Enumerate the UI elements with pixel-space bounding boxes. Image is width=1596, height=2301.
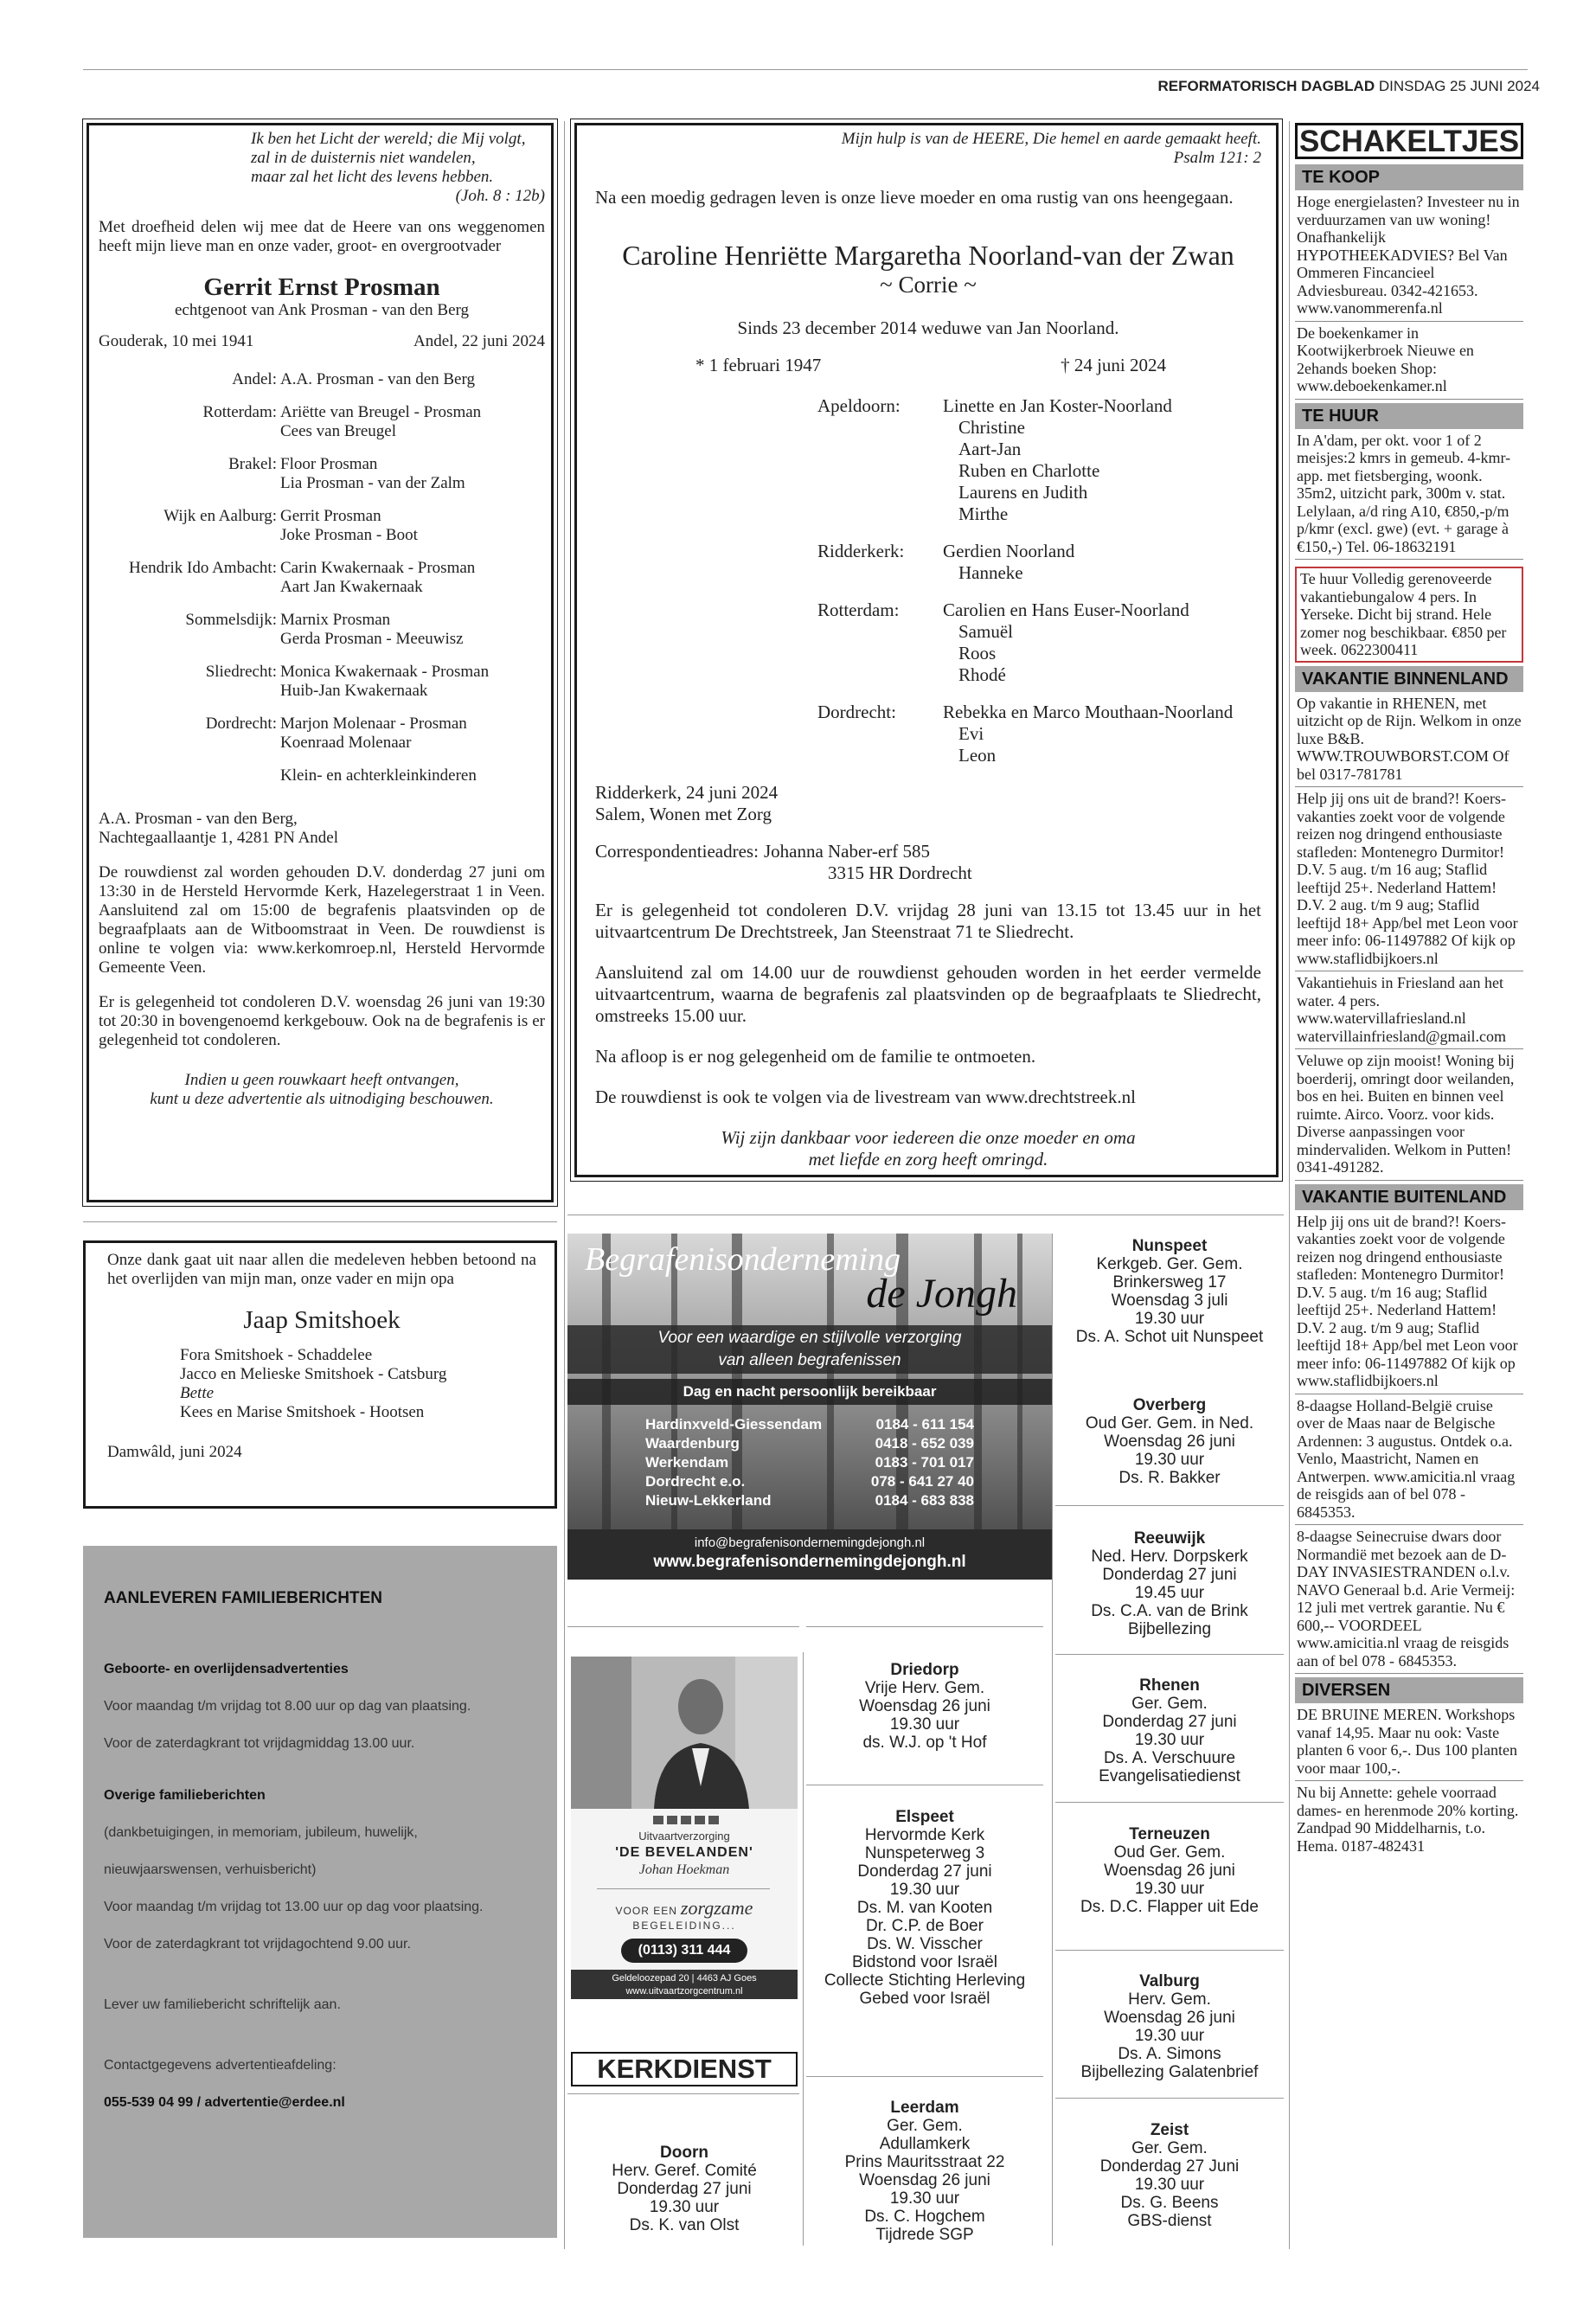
church-line: Nunspeterweg 3 <box>864 1844 985 1862</box>
section-title-kerkdienst: KERKDIENST <box>571 2052 798 2086</box>
church-line: ds. W.J. op 't Hof <box>862 1734 987 1752</box>
rel-name: Ruben en Charlotte <box>958 460 1100 481</box>
church-terneuzen <box>1055 1825 1284 1916</box>
classified-ad: 8-daagse Holland-België cruise over de Maas naar de Belgische Ardennen: 3 augustus. Ontdek o.a. Venlo, Maastricht, Namen en Antwerpen. www.amicitia.nl vraag de reisgids aan of bel 078 - 6845353. <box>1295 1394 1523 1526</box>
church-line: Ger. Gem. <box>887 2117 963 2135</box>
church-line: Woensdag 26 juni <box>859 1697 990 1715</box>
church-line: Bijbellezing Galatenbrief <box>1080 2063 1259 2081</box>
church-title: Doorn <box>660 2144 708 2162</box>
relatives-list <box>99 370 545 785</box>
contact-line: 055-539 04 99 / advertentie@erdee.nl <box>104 2095 345 2110</box>
church-line: Ger. Gem. <box>1131 1695 1208 1713</box>
box-line: nieuwjaarswensen, verhuisbericht) <box>104 1862 317 1877</box>
location: Salem, Wonen met Zorg <box>595 804 772 824</box>
church-line: Hervormde Kerk <box>864 1826 985 1844</box>
ad-de-jongh <box>567 1234 1052 1580</box>
verse-line: zal in de duisternis niet wandelen, <box>251 149 476 167</box>
church-line: Donderdag 27 juni <box>1102 1713 1237 1731</box>
church-line: 19.30 uur <box>889 1881 960 1899</box>
corr-line: 3315 HR Dordrecht <box>827 862 972 883</box>
church-line: Ds. C. Hogchem <box>864 2208 985 2226</box>
rel-name: Rhodé <box>958 664 1006 685</box>
rel-name: Monica Kwakernaak - Prosman <box>280 663 490 681</box>
spouse-line: echtgenoot van Ank Prosman - van den Berg <box>175 301 469 319</box>
rel-name: Samuël <box>958 621 1013 642</box>
church-line: Ger. Gem. <box>1131 2139 1208 2157</box>
ad-line: Johan Hoekman <box>638 1862 730 1877</box>
portrait-photo <box>571 1657 798 1809</box>
ad-line: zorgzame <box>680 1897 753 1919</box>
church-line: Donderdag 27 juni <box>617 2180 752 2198</box>
birth-line: Gouderak, 10 mei 1941 <box>99 332 254 350</box>
ad-line: 'DE BEVELANDEN' <box>615 1845 753 1860</box>
closing-line: kunt u deze advertentie als uitnodiging beschouwen. <box>150 1090 494 1108</box>
rel-name: Ariëtte van Breugel - Prosman <box>280 403 482 421</box>
church-line: 19.30 uur <box>649 2198 720 2216</box>
rel-name: Joke Prosman - Boot <box>280 526 418 544</box>
condolence-text: Er is gelegenheid tot condoleren D.V. woensdag 26 juni van 19:30 tot 20:30 in bovengenoemd kerkgebouw. Ook na de begrafenis is er gelegenheid tot condoleren. <box>99 993 545 1049</box>
church-driedorp <box>806 1661 1043 1752</box>
church-line: Herv. Gem. <box>1128 1990 1211 2009</box>
phone-number[interactable]: 0183 - 701 017 <box>875 1454 974 1471</box>
place-date: Ridderkerk, 24 juni 2024 <box>595 782 779 803</box>
closing-line: Indien u geen rouwkaart heeft ontvangen, <box>184 1071 459 1089</box>
prosman-content <box>99 130 545 1109</box>
family-line: Bette <box>180 1384 215 1402</box>
ad-line: BEGELEIDING... <box>632 1920 736 1932</box>
corr-line: Johanna Naber-erf 585 <box>763 841 930 862</box>
page-header <box>856 78 1540 95</box>
church-line: Ds. G. Beens <box>1120 2194 1219 2212</box>
verse-ref: Psalm 121: 2 <box>1173 149 1261 167</box>
verse-ref: (Joh. 8 : 12b) <box>455 187 545 205</box>
rel-place: Andel: <box>232 370 277 388</box>
church-title: Elspeet <box>895 1808 954 1826</box>
ad-website[interactable]: www.uitvaartzorgcentrum.nl <box>625 1986 743 1997</box>
ad-title: de Jongh <box>866 1271 1017 1317</box>
church-line: Herv. Geref. Comité <box>612 2162 757 2180</box>
rel-name: Floor Prosman <box>280 455 378 473</box>
rel-place: Rotterdam: <box>202 403 277 421</box>
rel-place: Rotterdam: <box>817 599 900 620</box>
paper-name: REFORMATORISCH DAGBLAD <box>1157 78 1375 94</box>
nickname: ~ Corrie ~ <box>880 272 977 298</box>
church-line: Ned. Herv. Dorpskerk <box>1091 1548 1248 1566</box>
church-line: 19.30 uur <box>889 2189 960 2208</box>
logo-mark <box>653 1816 719 1824</box>
rel-place <box>99 766 280 785</box>
church-line: Collecte Stichting Herleving <box>824 1971 1026 1990</box>
ad-line: VOOR EEN <box>615 1905 677 1917</box>
rel-name: Aart-Jan <box>958 439 1022 459</box>
church-title: Driedorp <box>890 1661 959 1679</box>
church-title: Overberg <box>1132 1396 1207 1414</box>
rel-name: Lia Prosman - van der Zalm <box>280 474 465 492</box>
submission-info-box <box>83 1546 557 2238</box>
church-line: Woensdag 26 juni <box>859 2171 990 2189</box>
classified-ad: Help jij ons uit de brand?! Koers-vakanties zoekt voor de volgende reizen nog dringend enthousiaste stafleden: Montenegro Durmitor! D.V. 5 aug. t/m 16 aug; Staflid leeftijd 25+. Nederland Hattem! D.V. 2 aug. t/m 9 aug; Staflid leeftijd 18+ App/bel met Leon voor meer info: 06-11497882 Of kijk op www.staflidbijkoers.nl <box>1295 787 1523 971</box>
church-line: 19.45 uur <box>1134 1584 1205 1602</box>
category-diversen: DIVERSEN <box>1295 1677 1523 1703</box>
rel-place: Ridderkerk: <box>817 541 905 561</box>
livestream-text: De rouwdienst is ook te volgen via de livestream van www.drechtstreek.nl <box>595 1086 1136 1107</box>
church-line: Ds. W. Visscher <box>867 1935 983 1953</box>
rel-name: Koenraad Molenaar <box>280 734 412 752</box>
rel-name: Hanneke <box>958 562 1023 583</box>
deceased-name: Jaap Smitshoek <box>243 1306 401 1334</box>
church-line: Kerkgeb. Ger. Gem. <box>1096 1255 1243 1273</box>
phone-number[interactable]: 0418 - 652 039 <box>875 1435 974 1452</box>
category-te-huur: TE HUUR <box>1295 403 1523 429</box>
family-line: Fora Smitshoek - Schaddelee <box>180 1346 373 1364</box>
deceased-name: Gerrit Ernst Prosman <box>203 273 440 301</box>
rel-name: A.A. Prosman - van den Berg <box>280 370 475 388</box>
rel-name: Aart Jan Kwakernaak <box>280 578 423 596</box>
ad-website[interactable]: www.begrafenisondernemingdejongh.nl <box>653 1553 966 1571</box>
box-line: Voor maandag t/m vrijdag tot 8.00 uur op dag van plaatsing. <box>104 1699 471 1714</box>
church-title: Zeist <box>1150 2121 1189 2139</box>
church-nunspeet <box>1055 1237 1284 1346</box>
church-line: Oud Ger. Gem. in Ned. <box>1085 1414 1254 1433</box>
church-line: Woensdag 3 juli <box>1111 1292 1228 1310</box>
church-line: Adullamkerk <box>879 2135 971 2153</box>
phone-place: Waardenburg <box>645 1435 740 1452</box>
box-line: Voor de zaterdagkrant tot vrijdagochtend 9.00 uur. <box>104 1937 411 1952</box>
phone-number[interactable]: 0184 - 611 154 <box>875 1416 974 1433</box>
church-line: 19.30 uur <box>1134 1451 1205 1469</box>
verse-line: Mijn hulp is van de HEERE, Die hemel en aarde gemaakt heeft. <box>841 130 1261 148</box>
church-title: Leerdam <box>890 2099 959 2117</box>
classified-ad: Help jij ons uit de brand?! Koers-vakanties zoekt voor de volgende reizen nog dringend enthousiaste stafleden: Montenegro Durmitor! D.V. 5 aug. t/m 16 aug; Staflid leeftijd 25+. Nederland Hattem! D.V. 2 aug. t/m 9 aug; Staflid leeftijd 18+ App/bel met Leon voor meer info: 06-11497882 Of kijk op www.staflidbijkoers.nl <box>1295 1210 1523 1394</box>
rel-name: Carin Kwakernaak - Prosman <box>280 559 476 577</box>
section-title-schakeltjes: SCHAKELTJES <box>1295 123 1523 159</box>
classified-ad: De boekenkamer in Kootwijkerbroek Nieuwe en 2ehands boeken Shop: www.deboekenkamer.nl <box>1295 322 1523 400</box>
box-title: AANLEVEREN FAMILIEBERICHTEN <box>104 1589 382 1607</box>
classifieds-column <box>1295 123 1523 1858</box>
address-line: Nachtegaallaantje 1, 4281 PN Andel <box>99 829 339 847</box>
closing-line: met liefde en zorg heeft omringd. <box>808 1149 1048 1170</box>
classified-ad: Op vakantie in RHENEN, met uitzicht op de Rijn. Welkom in onze luxe B&B. WWW.TROUWBORST.COM Of bel 0317-781781 <box>1295 692 1523 788</box>
category-vakantie-buitenland: VAKANTIE BUITENLAND <box>1295 1184 1523 1210</box>
church-line: Ds. A. Schot uit Nunspeet <box>1075 1328 1264 1346</box>
church-line: Bijbellezing <box>1127 1620 1212 1638</box>
phone-place: Werkendam <box>645 1454 729 1471</box>
birth-line: * 1 februari 1947 <box>695 355 822 375</box>
church-line: Woensdag 26 juni <box>1104 2009 1235 2027</box>
church-line: Tijdrede SGP <box>875 2226 974 2244</box>
church-line: 19.30 uur <box>1134 2027 1205 2045</box>
category-te-koop: TE KOOP <box>1295 164 1523 190</box>
verse-line: Ik ben het Licht der wereld; die Mij volgt, <box>251 130 526 148</box>
church-line: 19.30 uur <box>1134 1880 1205 1898</box>
church-doorn <box>571 2144 798 2234</box>
rel-name: Christine <box>958 417 1025 438</box>
family-line: Kees en Marise Smitshoek - Hootsen <box>180 1403 425 1421</box>
church-line: Vrije Herv. Gem. <box>864 1679 985 1697</box>
phone-list <box>645 1415 974 1510</box>
phone-place: Hardinxveld-Giessendam <box>645 1416 823 1433</box>
classified-ad: DE BRUINE MEREN. Workshops vanaf 14,95. Maar nu ook: Vaste planten 6 voor 6,-. Dus 100 planten voor maar 100,-. <box>1295 1703 1523 1781</box>
rel-place: Sommelsdijk: <box>185 611 277 629</box>
rel-place: Apeldoorn: <box>817 395 901 416</box>
church-title: Nunspeet <box>1131 1237 1208 1255</box>
church-line: Gebed voor Israël <box>859 1990 990 2008</box>
box-line: Voor maandag t/m vrijdag tot 13.00 uur op dag voor plaatsing. <box>104 1900 484 1914</box>
box-line: Voor de zaterdagkrant tot vrijdagmiddag 13.00 uur. <box>104 1736 415 1751</box>
family-line: Jacco en Melieske Smitshoek - Catsburg <box>180 1365 447 1383</box>
box-line: Lever uw familiebericht schriftelijk aan. <box>104 1997 341 2012</box>
phone-place: Nieuw-Lekkerland <box>645 1492 772 1509</box>
classified-ad: Nu bij Annette: gehele voorraad dames- en herenmode 20% korting. Zandpad 90 Middelharnis, t.o. Hema. 0187-482431 <box>1297 1784 1519 1855</box>
corr-label: Correspondentieadres: <box>595 841 759 862</box>
box-line: (dankbetuigingen, in memoriam, jubileum, huwelijk, <box>104 1825 418 1840</box>
church-overberg <box>1055 1396 1284 1487</box>
ad-title: Begrafenisonderneming <box>585 1241 901 1278</box>
rel-name: Huib-Jan Kwakernaak <box>280 682 428 700</box>
rel-name: Gerda Prosman - Meeuwisz <box>280 630 464 648</box>
rel-place: Wijk en Aalburg: <box>163 507 277 525</box>
church-line: Woensdag 26 juni <box>1104 1433 1235 1451</box>
ad-phone[interactable]: (0113) 311 444 <box>621 1939 747 1963</box>
church-elspeet <box>806 1808 1043 2008</box>
rel-place: Dordrecht: <box>817 702 896 722</box>
box-subtitle: Overige familieberichten <box>104 1788 266 1803</box>
death-line: † 24 juni 2024 <box>1061 355 1166 375</box>
rel-name: Roos <box>958 643 997 663</box>
church-line: Ds. D.C. Flapper uit Ede <box>1080 1898 1259 1916</box>
phone-place: Dordrecht e.o. <box>645 1473 746 1490</box>
church-line: Oud Ger. Gem. <box>1113 1843 1226 1862</box>
ad-address: Geldeloozepad 20 | 4463 AJ Goes <box>612 1973 757 1984</box>
church-title: Valburg <box>1139 1972 1200 1990</box>
rel-name: Carolien en Hans Euser-Noorland <box>943 599 1189 620</box>
church-line: Donderdag 27 Juni <box>1099 2157 1240 2176</box>
classified-ad: Vakantiehuis in Friesland aan het water. 4 pers. www.watervillafriesland.nl watervillainfriesland@gmail.com <box>1295 971 1523 1049</box>
classified-ad: 8-daagse Seinecruise dwars door Normandië met bezoek aan de D-DAY INVASIESTRANDEN o.l.v. NAVO Generaal b.d. Arie Vermeij: 12 juli met vertrek garantie. Nu € 600,-- VOORDEEL www.amicitia.nl vraag de reisgids aan of bel 078 - 6845353. <box>1295 1525 1523 1674</box>
church-line: Ds. A. Simons <box>1118 2045 1221 2063</box>
church-line: Prins Mauritsstraat 22 <box>844 2153 1005 2171</box>
ad-slogan: van alleen begrafenissen <box>718 1351 901 1369</box>
prosman-intro: Met droefheid delen wij mee dat de Heere van ons weggenomen heeft mijn lieve man en onze vader, groot- en overgrootvader <box>99 218 545 255</box>
rel-place: Hendrik Ido Ambacht: <box>129 559 277 577</box>
box-line: Contactgegevens advertentieafdeling: <box>104 2058 337 2073</box>
place-date: Damwâld, juni 2024 <box>107 1443 242 1461</box>
noorland-content <box>595 130 1261 1170</box>
thanks-intro: Onze dank gaat uit naar allen die medeleven hebben betoond na het overlijden van mijn man, onze vader en mijn opa <box>107 1251 536 1288</box>
church-line: Donderdag 27 juni <box>1102 1566 1237 1584</box>
family-text: Na afloop is er nog gelegenheid om de familie te ontmoeten. <box>595 1046 1036 1067</box>
church-line: 19.30 uur <box>1134 2176 1205 2194</box>
classified-ad: Hoge energielasten? Investeer nu in verduurzamen van uw woning! Onafhankelijk HYPOTHEEKADVIES? Bel Van Ommeren Fincancieel Adviesbureau. 0342-421653. www.vanommerenfa.nl <box>1295 190 1523 322</box>
service-text: Aansluitend zal om 14.00 uur de rouwdienst gehouden worden in het eerder vermelde uitvaartcentrum, waarna de begrafenis zal plaatsvinden op de begraafplaats te Sliedrecht, omstreeks 15.00 uur. <box>595 962 1261 1026</box>
rel-name: Laurens en Judith <box>958 482 1088 503</box>
widow-line: Sinds 23 december 2014 weduwe van Jan Noorland. <box>737 317 1119 338</box>
rel-place: Brakel: <box>228 455 277 473</box>
issue-date: DINSDAG 25 JUNI 2024 <box>1378 78 1540 94</box>
church-reeuwijk <box>1055 1529 1284 1638</box>
church-title: Terneuzen <box>1129 1825 1210 1843</box>
church-title: Rhenen <box>1139 1676 1200 1695</box>
rel-name: Klein- en achterkleinkinderen <box>280 766 477 785</box>
rel-name: Marjon Molenaar - Prosman <box>280 715 467 733</box>
church-zeist <box>1055 2121 1284 2230</box>
address-line: A.A. Prosman - van den Berg, <box>99 810 298 828</box>
rel-name: Marnix Prosman <box>280 611 391 629</box>
rel-name: Linette en Jan Koster-Noorland <box>943 395 1172 416</box>
deceased-name: Caroline Henriëtte Margaretha Noorland-van der Zwan <box>622 240 1234 271</box>
box-subtitle: Geboorte- en overlijdensadvertenties <box>104 1662 349 1676</box>
classified-ad: In A'dam, per okt. voor 1 of 2 meisjes:2 kmrs in gemeub. 4-kmr-app. met fietsberging, woonk. 35m2, uitzicht park, 300m v. stat. Lelylaan, a/d ring A10, €850,-p/m p/kmr (excl. gwe) (evt. + garage à €150,-) Tel. 06-18632191 <box>1295 429 1523 561</box>
church-line: Ds. A. Verschuure <box>1103 1749 1236 1767</box>
church-line: Ds. C.A. van de Brink <box>1091 1602 1248 1620</box>
rel-name: Leon <box>958 745 997 766</box>
rel-name: Evi <box>958 723 984 744</box>
classified-ad-highlighted: Te huur Volledig gerenoveerde vakantiebungalow 4 pers. In Yerseke. Dicht bij strand. Hele zomer nog beschikbaar. €850 per week. 0622300411 <box>1295 567 1523 663</box>
church-line: Brinkersweg 17 <box>1112 1273 1227 1292</box>
category-vakantie-binnenland: VAKANTIE BINNENLAND <box>1295 666 1523 692</box>
rel-name: Rebekka en Marco Mouthaan-Noorland <box>943 702 1234 722</box>
church-line: Ds. R. Bakker <box>1118 1469 1221 1487</box>
church-rhenen <box>1055 1676 1284 1785</box>
rel-name: Gerdien Noorland <box>943 541 1075 561</box>
church-line: Donderdag 27 juni <box>857 1862 992 1881</box>
phone-number[interactable]: 0184 - 683 838 <box>875 1492 974 1509</box>
church-line: Evangelisatiedienst <box>1099 1767 1240 1785</box>
church-line: GBS-dienst <box>1127 2212 1212 2230</box>
church-line: Woensdag 26 juni <box>1104 1862 1235 1880</box>
relatives-list <box>595 395 1261 766</box>
rel-place: Dordrecht: <box>205 715 277 733</box>
verse-line: maar zal het licht des levens hebben. <box>251 168 494 186</box>
condolence-text: Er is gelegenheid tot condoleren D.V. vrijdag 28 juni van 13.15 tot 13.45 uur in het uitvaartcentrum De Drechtstreek, Jan Steenstraat 71 te Sliedrecht. <box>595 900 1261 942</box>
church-line: Dr. C.P. de Boer <box>866 1917 984 1935</box>
church-title: Reeuwijk <box>1133 1529 1206 1548</box>
rel-name: Cees van Breugel <box>280 422 397 440</box>
phone-number[interactable]: 078 - 641 27 40 <box>870 1473 974 1490</box>
rel-name: Mirthe <box>958 503 1009 524</box>
noorland-intro: Na een moedig gedragen leven is onze lieve moeder en oma rustig van ons heengegaan. <box>595 187 1234 208</box>
death-line: Andel, 22 juni 2024 <box>413 332 545 350</box>
church-line: Ds. M. van Kooten <box>856 1899 993 1917</box>
classified-ad: Veluwe op zijn mooist! Woning bij boerderij, omringt door weilanden, bos en hei. Buiten en binnen veel ruimte. Airco. Voorz. voor kids. Diverse aanpassingen voor mindervaliden. Welkom in Putten! 0341-491282. <box>1295 1049 1523 1181</box>
church-line: Bidstond voor Israël <box>852 1953 997 1971</box>
ad-email[interactable]: info@begrafenisondernemingdejongh.nl <box>694 1535 926 1550</box>
church-line: 19.30 uur <box>1134 1731 1205 1749</box>
church-line: 19.30 uur <box>889 1715 960 1734</box>
rel-place: Sliedrecht: <box>205 663 277 681</box>
ad-line: Uitvaartverzorging <box>638 1830 730 1843</box>
ad-availability: Dag en nacht persoonlijk bereikbaar <box>567 1379 1052 1405</box>
church-valburg <box>1055 1972 1284 2081</box>
church-line: Ds. K. van Olst <box>629 2216 740 2234</box>
closing-line: Wij zijn dankbaar voor iedereen die onze moeder en oma <box>721 1127 1136 1148</box>
church-leerdam <box>806 2099 1043 2244</box>
church-line: 19.30 uur <box>1134 1310 1205 1328</box>
ad-de-bevelanden <box>571 1657 798 1999</box>
service-text: De rouwdienst zal worden gehouden D.V. donderdag 27 juni om 13:30 in de Hersteld Hervormde Kerk, Hazelegerstraat 1 in Veen. Aansluitend zal om 15:00 de begrafenis plaatsvinden op de begraafplaats aan de Witboomstraat in Veen. De rouwdienst is online te volgen via: www.kerkomroep.nl, Hersteld Hervormde Gemeente Veen. <box>99 863 545 977</box>
ad-slogan: Voor een waardige en stijlvolle verzorging <box>657 1329 962 1347</box>
rel-name: Gerrit Prosman <box>280 507 381 525</box>
